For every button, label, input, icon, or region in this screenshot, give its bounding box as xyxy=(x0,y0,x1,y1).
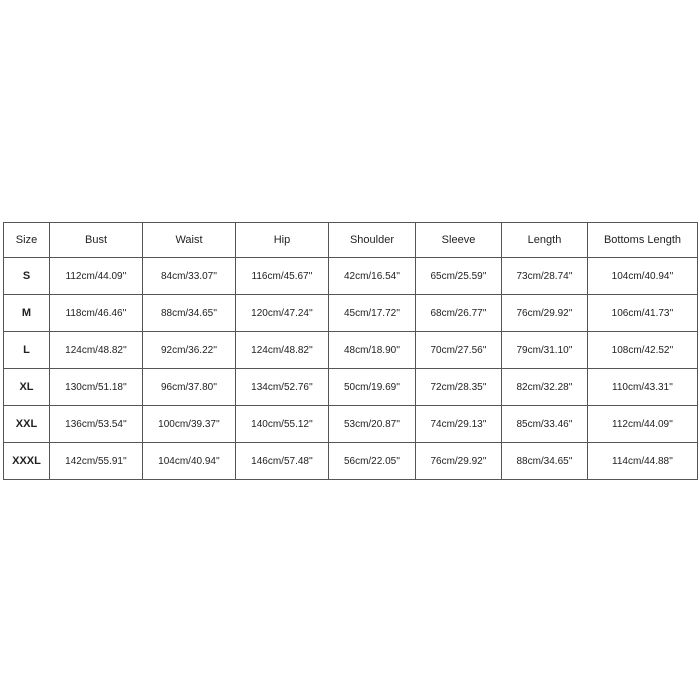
shoulder-cell: 56cm/22.05'' xyxy=(329,443,416,480)
waist-cell: 92cm/36.22'' xyxy=(143,332,236,369)
length-cell: 73cm/28.74'' xyxy=(502,258,588,295)
length-cell: 76cm/29.92'' xyxy=(502,295,588,332)
header-shoulder: Shoulder xyxy=(329,223,416,258)
waist-cell: 96cm/37.80'' xyxy=(143,369,236,406)
header-size: Size xyxy=(4,223,50,258)
hip-cell: 120cm/47.24'' xyxy=(236,295,329,332)
shoulder-cell: 50cm/19.69'' xyxy=(329,369,416,406)
size-cell: XXL xyxy=(4,406,50,443)
length-cell: 88cm/34.65'' xyxy=(502,443,588,480)
header-waist: Waist xyxy=(143,223,236,258)
table-row xyxy=(4,443,698,480)
hip-cell: 116cm/45.67'' xyxy=(236,258,329,295)
shoulder-cell: 48cm/18.90'' xyxy=(329,332,416,369)
hip-cell: 146cm/57.48'' xyxy=(236,443,329,480)
table-row xyxy=(4,258,698,295)
hip-cell: 124cm/48.82'' xyxy=(236,332,329,369)
size-cell: M xyxy=(4,295,50,332)
sleeve-cell: 68cm/26.77'' xyxy=(416,295,502,332)
sleeve-cell: 72cm/28.35'' xyxy=(416,369,502,406)
hip-cell: 134cm/52.76'' xyxy=(236,369,329,406)
table-row xyxy=(4,332,698,369)
hip-cell: 140cm/55.12'' xyxy=(236,406,329,443)
size-cell: XXXL xyxy=(4,443,50,480)
size-cell: XL xyxy=(4,369,50,406)
size-cell: S xyxy=(4,258,50,295)
bottoms-length-cell: 104cm/40.94'' xyxy=(588,258,698,295)
sleeve-cell: 74cm/29.13'' xyxy=(416,406,502,443)
waist-cell: 104cm/40.94'' xyxy=(143,443,236,480)
bottoms-length-cell: 112cm/44.09'' xyxy=(588,406,698,443)
shoulder-cell: 42cm/16.54'' xyxy=(329,258,416,295)
bust-cell: 124cm/48.82'' xyxy=(50,332,143,369)
waist-cell: 100cm/39.37'' xyxy=(143,406,236,443)
table-row xyxy=(4,295,698,332)
length-cell: 79cm/31.10'' xyxy=(502,332,588,369)
size-chart-table xyxy=(3,222,698,480)
length-cell: 82cm/32.28'' xyxy=(502,369,588,406)
bust-cell: 136cm/53.54'' xyxy=(50,406,143,443)
bust-cell: 118cm/46.46'' xyxy=(50,295,143,332)
length-cell: 85cm/33.46'' xyxy=(502,406,588,443)
bust-cell: 130cm/51.18'' xyxy=(50,369,143,406)
table-row xyxy=(4,369,698,406)
bottoms-length-cell: 114cm/44.88'' xyxy=(588,443,698,480)
bottoms-length-cell: 106cm/41.73'' xyxy=(588,295,698,332)
bottoms-length-cell: 110cm/43.31'' xyxy=(588,369,698,406)
header-bottoms-length: Bottoms Length xyxy=(588,223,698,258)
sleeve-cell: 65cm/25.59'' xyxy=(416,258,502,295)
header-sleeve: Sleeve xyxy=(416,223,502,258)
header-row xyxy=(4,223,698,258)
bust-cell: 142cm/55.91'' xyxy=(50,443,143,480)
size-cell: L xyxy=(4,332,50,369)
shoulder-cell: 53cm/20.87'' xyxy=(329,406,416,443)
bottoms-length-cell: 108cm/42.52'' xyxy=(588,332,698,369)
shoulder-cell: 45cm/17.72'' xyxy=(329,295,416,332)
table-row xyxy=(4,406,698,443)
bust-cell: 112cm/44.09'' xyxy=(50,258,143,295)
header-bust: Bust xyxy=(50,223,143,258)
sleeve-cell: 70cm/27.56'' xyxy=(416,332,502,369)
header-length: Length xyxy=(502,223,588,258)
sleeve-cell: 76cm/29.92'' xyxy=(416,443,502,480)
waist-cell: 84cm/33.07'' xyxy=(143,258,236,295)
header-hip: Hip xyxy=(236,223,329,258)
waist-cell: 88cm/34.65'' xyxy=(143,295,236,332)
